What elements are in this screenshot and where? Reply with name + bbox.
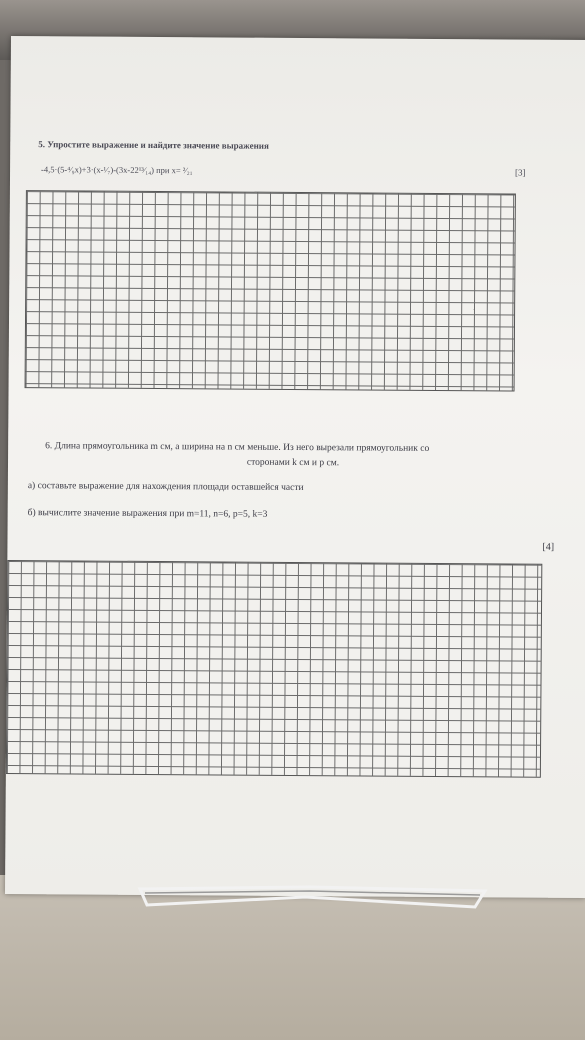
task5-points: [3] — [515, 167, 526, 178]
paper-stand — [135, 885, 490, 913]
task6-part-a: а) составьте выражение для нахождения площади оставшейся части — [27, 481, 304, 494]
task5-title: 5. Упростите выражение и найдите значение выражения — [38, 139, 269, 151]
task5-expression: -4,5·(5-⁴⁄₉x)+3·(x-¹⁄₇)-(3x-22¹³⁄₁₄) при x= ²⁄₂₁ — [41, 164, 193, 176]
task5-answer-grid — [25, 190, 516, 391]
task6-statement-line2: сторонами k см и p см. — [246, 457, 340, 469]
worksheet-page — [5, 36, 585, 898]
task6-statement-line1: 6. Длина прямоугольника m см, а ширина на n см меньше. Из него вырезали прямоугольник со — [45, 441, 430, 454]
task6-answer-grid — [6, 560, 542, 778]
task6-part-b: б) вычислите значение выражения при m=11, n=6, p=5, k=3 — [27, 508, 268, 520]
task6-points: [4] — [542, 541, 555, 553]
